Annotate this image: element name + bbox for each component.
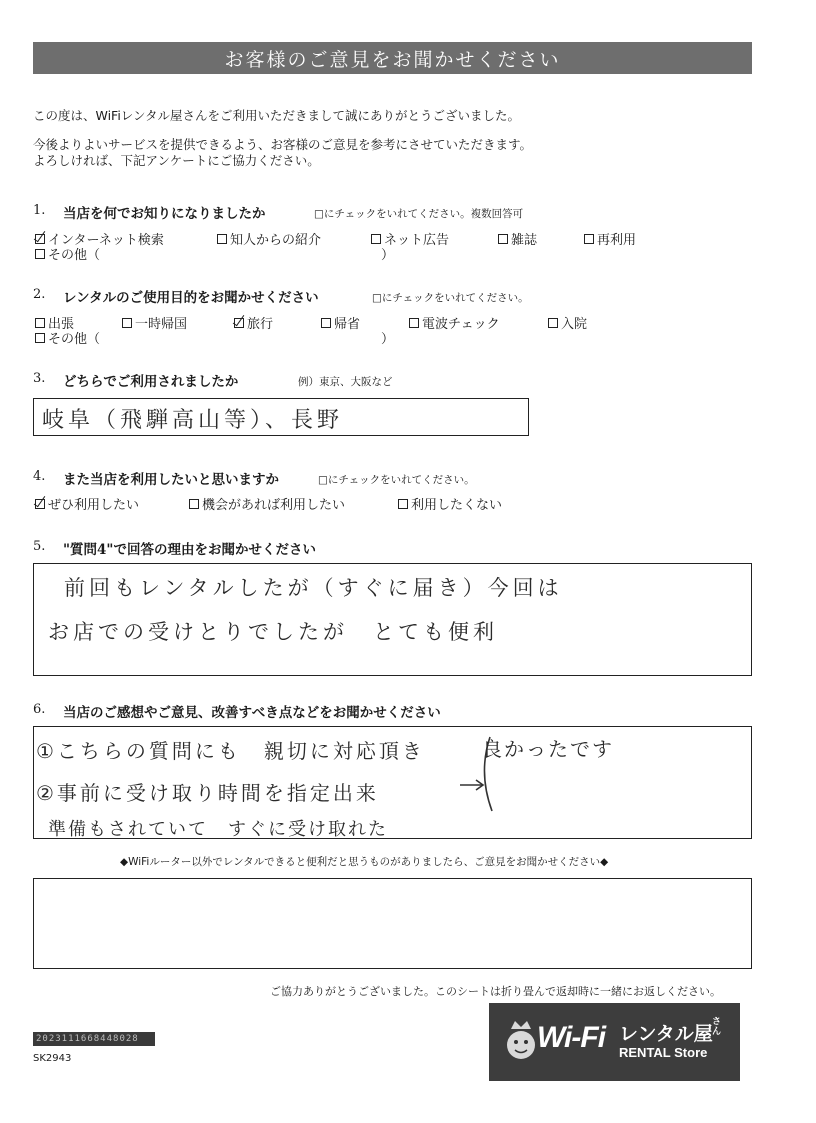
q6-answer-line-2: ②事前に受け取り時間を指定出来: [36, 781, 379, 805]
logo-sub: RENTAL Store: [619, 1045, 708, 1060]
survey-title: お客様のご意見をお聞かせください: [33, 42, 752, 74]
q4-note: □にチェックをいれてください。: [318, 474, 475, 486]
q3-title: どちらでご利用されましたか: [63, 374, 239, 390]
checkbox-checked[interactable]: [35, 499, 45, 509]
q5-answer-box[interactable]: [33, 563, 752, 676]
logo-suffix: さん: [712, 1017, 722, 1037]
thanks-note: ご協力ありがとうございました。このシートは折り畳んで返却時に一緒にお返しください。: [270, 985, 721, 998]
q4-title: また当店を利用したいと思いますか: [63, 472, 279, 488]
q5-title: "質問4"で回答の理由をお聞かせください: [63, 542, 316, 558]
q2-option-other[interactable]: その他（: [35, 328, 100, 347]
serial-number: SK2943: [33, 1053, 72, 1064]
q3-answer: 岐阜（飛騨高山等）、長野: [42, 408, 344, 433]
q4-number: 4.: [33, 469, 46, 484]
q6-number: 6.: [33, 702, 46, 717]
checkbox[interactable]: [321, 318, 331, 328]
q2-option-hospital[interactable]: 入院: [548, 313, 587, 332]
checkbox[interactable]: [498, 234, 508, 244]
checkbox[interactable]: [35, 318, 45, 328]
q6-side-note: 良かったです: [482, 737, 614, 761]
q3-answer-box[interactable]: [33, 398, 529, 436]
checkbox[interactable]: [217, 234, 227, 244]
q4-option-no[interactable]: 利用したくない: [398, 494, 502, 513]
q4-option-if-chance[interactable]: 機会があれば利用したい: [189, 494, 345, 513]
q3-number: 3.: [33, 371, 46, 386]
checkbox-checked[interactable]: [35, 234, 45, 244]
q6-answer-line-3: 準備もされていて すぐに受け取れた: [48, 819, 388, 840]
q2-option-homecoming[interactable]: 帰省: [321, 313, 360, 332]
q2-number: 2.: [33, 287, 46, 302]
checkbox-checked[interactable]: [234, 318, 244, 328]
q2-option-business[interactable]: 出張: [35, 313, 74, 332]
q6-title: 当店のご感想やご意見、改善すべき点などをお聞かせください: [63, 705, 441, 721]
q5-number: 5.: [33, 539, 46, 554]
q1-other-close: ）: [381, 248, 395, 263]
checkbox[interactable]: [398, 499, 408, 509]
q1-option-magazine[interactable]: 雑誌: [498, 229, 537, 248]
q1-title: 当店を何でお知りになりましたか: [63, 206, 266, 222]
q6-answer-line-1: ①こちらの質問にも 親切に対応頂き: [36, 739, 425, 763]
checkbox[interactable]: [548, 318, 558, 328]
q2-other-close: ）: [381, 332, 395, 347]
q1-number: 1.: [33, 203, 46, 218]
checkbox[interactable]: [35, 333, 45, 343]
q5-answer-line-2: お店での受けとりでしたが とても便利: [48, 620, 498, 644]
checkbox[interactable]: [122, 318, 132, 328]
logo-name: レンタル屋: [619, 1023, 713, 1045]
q5-answer-line-1: 前回もレンタルしたが（すぐに届き）今回は: [64, 576, 563, 600]
barcode-number: 2023111668448028: [33, 1032, 155, 1046]
intro-line-3: よろしければ、下記アンケートにご協力ください。: [33, 153, 320, 168]
q2-option-signal-check[interactable]: 電波チェック: [409, 313, 500, 332]
q1-option-net-ad[interactable]: ネット広告: [371, 229, 449, 248]
q7-answer-box[interactable]: [33, 878, 752, 969]
q1-option-friend[interactable]: 知人からの紹介: [217, 229, 321, 248]
checkbox[interactable]: [409, 318, 419, 328]
intro-line-1: この度は、WiFiレンタル屋さんをご利用いただきまして誠にありがとうございました。: [33, 108, 521, 123]
q2-option-travel[interactable]: 旅行: [234, 313, 273, 332]
q2-title: レンタルのご使用目的をお聞かせください: [63, 290, 319, 306]
q2-option-home-visit[interactable]: 一時帰国: [122, 313, 187, 332]
q4-option-definitely[interactable]: ぜひ利用したい: [35, 494, 139, 513]
intro-line-2: 今後よりよいサービスを提供できるよう、お客様のご意見を参考にさせていただきます。: [33, 137, 533, 152]
q2-note: □にチェックをいれてください。: [372, 292, 529, 304]
checkbox[interactable]: [584, 234, 594, 244]
checkbox[interactable]: [35, 249, 45, 259]
q1-note: □にチェックをいれてください。複数回答可: [314, 208, 524, 220]
q1-option-internet[interactable]: インターネット検索: [35, 229, 164, 248]
rental-store-logo: [489, 1003, 740, 1081]
checkbox[interactable]: [371, 234, 381, 244]
q1-option-reuse[interactable]: 再利用: [584, 229, 636, 248]
checkbox[interactable]: [189, 499, 199, 509]
logo-brand: Wi-Fi: [537, 1021, 606, 1054]
q1-option-other[interactable]: その他（: [35, 244, 100, 263]
q3-note: 例）東京、大阪など: [298, 376, 393, 388]
q7-title: ◆WiFiルーター以外でレンタルできると便利だと思うものがありましたら、ご意見をお聞かせください◆: [120, 856, 609, 868]
mascot-icon: [503, 1017, 539, 1065]
q6-answer-box[interactable]: [33, 726, 752, 839]
